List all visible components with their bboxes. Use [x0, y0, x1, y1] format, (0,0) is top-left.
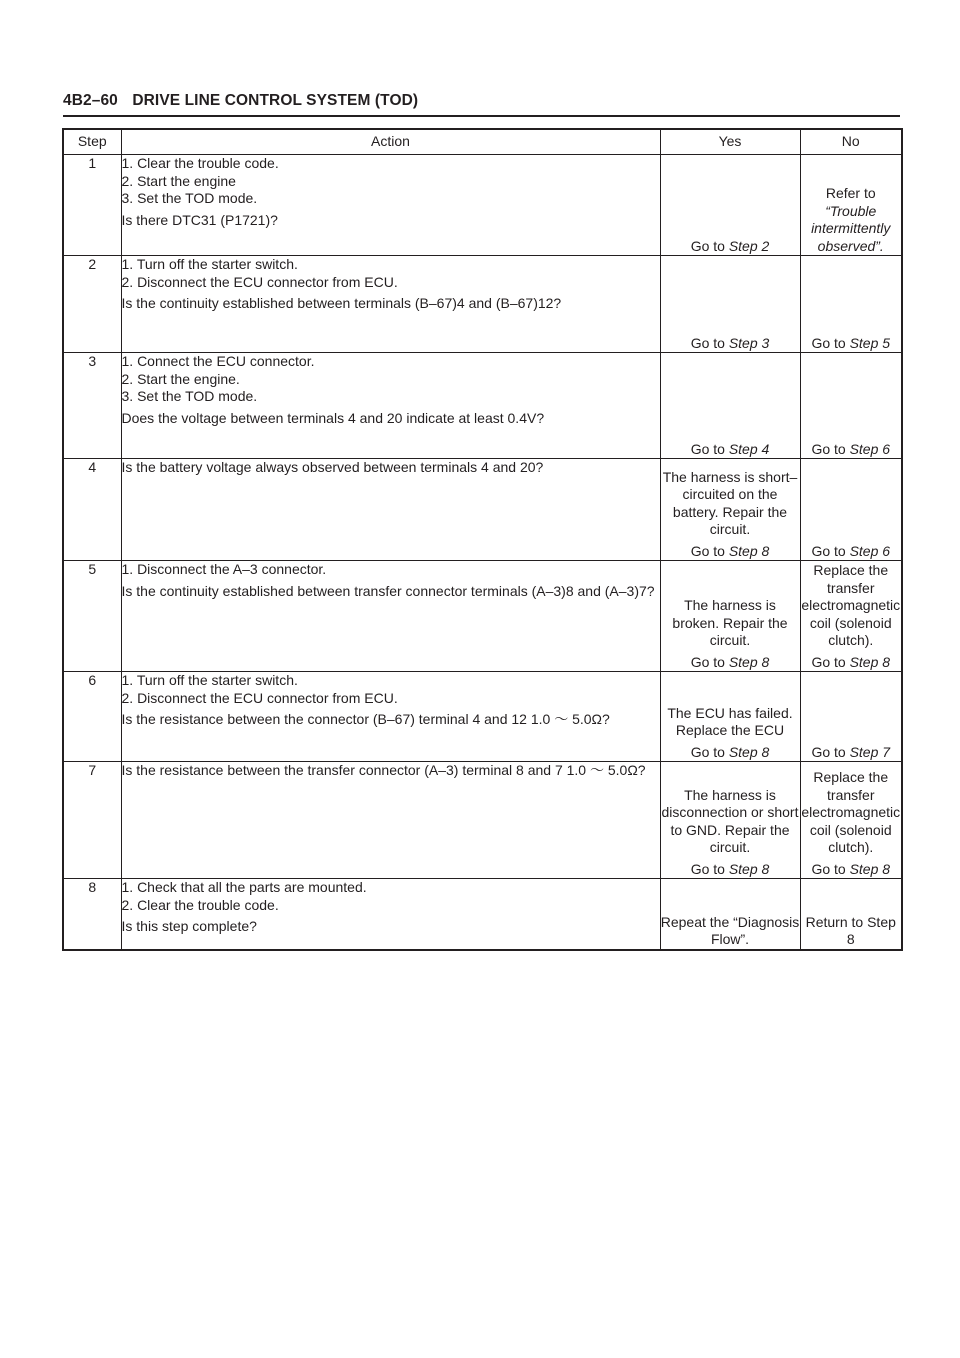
step-number: 8: [63, 879, 121, 950]
no-result-cell: [800, 353, 902, 459]
yes-result-cell: [660, 256, 800, 353]
table-row: [63, 459, 902, 561]
step-number: 7: [63, 762, 121, 879]
goto-step-link[interactable]: Step 8: [849, 860, 891, 877]
refer-label: Refer to: [825, 185, 876, 201]
action-steps: [122, 256, 660, 291]
no-result-text: [801, 185, 902, 255]
action-step-item: 2. Disconnect the ECU connector from ECU.: [121, 689, 398, 706]
action-step-item: 2. Start the engine: [121, 172, 236, 189]
column-header-action: Action: [121, 129, 660, 155]
column-header-yes: Yes: [660, 129, 800, 155]
action-cell: [121, 672, 660, 762]
goto-label: Go to: [811, 860, 846, 877]
yes-result-text: The harness is broken. Repair the circuit.: [672, 597, 788, 648]
table-row: [63, 155, 902, 256]
goto-label: Go to: [690, 440, 725, 457]
action-step-item: 1. Clear the trouble code.: [121, 155, 279, 171]
no-goto: [801, 744, 902, 762]
no-goto: [801, 543, 902, 561]
table-row: [63, 672, 902, 762]
yes-result-text: The ECU has failed. Replace the ECU: [667, 704, 793, 738]
table-row: [63, 256, 902, 353]
no-result-cell: [800, 256, 902, 353]
diagnosis-table: [62, 128, 903, 951]
goto-step-link[interactable]: Step 4: [728, 440, 770, 457]
action-step-item: 1. Turn off the starter switch.: [121, 256, 298, 272]
yes-result-cell: [660, 879, 800, 950]
no-result-cell: [800, 155, 902, 256]
action-step-item: 2. Start the engine.: [121, 370, 240, 387]
action-steps: [122, 353, 660, 406]
yes-goto: [661, 335, 800, 353]
step-number: 2: [63, 256, 121, 353]
action-question: Is the resistance between the connector (B–67) terminal 4 and 12 1.0 ～ 5.0Ω?: [121, 711, 610, 727]
step-number: 5: [63, 561, 121, 672]
action-cell: [121, 762, 660, 879]
yes-result-cell: [660, 353, 800, 459]
table-row: [63, 762, 902, 879]
yes-result-cell: [660, 672, 800, 762]
goto-step-link[interactable]: Step 6: [849, 542, 891, 559]
action-steps: [122, 561, 660, 579]
yes-result-cell: [660, 155, 800, 256]
goto-label: Go to: [690, 743, 725, 760]
no-goto: [801, 441, 902, 459]
action-question: Is the battery voltage always observed between terminals 4 and 20?: [121, 459, 544, 475]
yes-result-text: The harness is short–circuited on the battery. Repair the circuit.: [662, 468, 798, 537]
no-result-text: Replace the transfer electromagnetic coil (solenoid clutch).: [801, 769, 901, 855]
section-code: 4B2–60: [63, 92, 118, 109]
action-question: Is the continuity established between transfer connector terminals (A–3)8 and (A–3)7?: [121, 582, 655, 599]
action-question: Is the resistance between the transfer connector (A–3) terminal 8 and 7 1.0 ～ 5.0Ω?: [121, 762, 646, 778]
no-result-text: Replace the transfer electromagnetic coil (solenoid clutch).: [801, 562, 901, 648]
goto-step-link[interactable]: Step 5: [849, 334, 891, 351]
no-result-cell: [800, 879, 902, 950]
action-cell: [121, 879, 660, 950]
goto-label: Go to: [690, 334, 725, 351]
yes-result-cell: [660, 561, 800, 672]
yes-goto: [661, 654, 800, 672]
step-number: 3: [63, 353, 121, 459]
no-result-cell: [800, 762, 902, 879]
yes-goto: [661, 744, 800, 762]
step-number: 6: [63, 672, 121, 762]
goto-label: Go to: [811, 653, 846, 670]
no-result-cell: [800, 459, 902, 561]
table-row: [63, 879, 902, 950]
goto-label: Go to: [690, 542, 725, 559]
goto-step-link[interactable]: Step 7: [849, 743, 891, 760]
goto-step-link[interactable]: Step 3: [728, 334, 770, 351]
step-number: 1: [63, 155, 121, 256]
yes-goto: [661, 238, 800, 256]
yes-goto: [661, 543, 800, 561]
yes-result-cell: [660, 762, 800, 879]
goto-step-link[interactable]: Step 6: [849, 440, 891, 457]
refer-target-link[interactable]: “Trouble intermittently observed”.: [811, 202, 891, 254]
action-step-item: 3. Set the TOD mode.: [121, 190, 258, 206]
action-cell: [121, 561, 660, 672]
section-title: DRIVE LINE CONTROL SYSTEM (TOD): [132, 92, 419, 109]
goto-step-link[interactable]: Step 8: [728, 860, 770, 877]
step-number: 4: [63, 459, 121, 561]
action-step-item: 1. Turn off the starter switch.: [121, 672, 298, 688]
no-result-text: Return to Step 8: [805, 913, 896, 947]
page-header: [63, 92, 418, 110]
column-header-no: No: [800, 129, 902, 155]
action-cell: [121, 256, 660, 353]
goto-step-link[interactable]: Step 8: [728, 743, 770, 760]
action-question: Is there DTC31 (P1721)?: [121, 211, 278, 228]
goto-label: Go to: [690, 237, 725, 254]
goto-step-link[interactable]: Step 2: [728, 237, 770, 254]
action-steps: [122, 879, 660, 914]
yes-result-text: Repeat the “Diagnosis Flow”.: [660, 913, 800, 947]
action-question: Does the voltage between terminals 4 and 20 indicate at least 0.4V?: [121, 409, 545, 426]
goto-label: Go to: [811, 334, 846, 351]
no-goto: [801, 335, 902, 353]
action-cell: [121, 155, 660, 256]
action-question: Is this step complete?: [121, 918, 257, 934]
yes-goto: [661, 441, 800, 459]
action-steps: [122, 672, 660, 707]
table-row: [63, 353, 902, 459]
column-header-step: Step: [63, 129, 121, 155]
action-step-item: 3. Set the TOD mode.: [121, 388, 258, 404]
goto-label: Go to: [811, 542, 846, 559]
action-cell: [121, 353, 660, 459]
table-row: [63, 561, 902, 672]
action-cell: [121, 459, 660, 561]
goto-label: Go to: [811, 743, 846, 760]
header-rule: [63, 115, 900, 117]
goto-label: Go to: [811, 440, 846, 457]
yes-goto: [661, 861, 800, 879]
goto-step-link[interactable]: Step 8: [728, 653, 770, 670]
table-header-row: [63, 129, 902, 155]
action-step-item: 2. Clear the trouble code.: [121, 896, 279, 913]
no-goto: [801, 654, 902, 672]
yes-result-cell: [660, 459, 800, 561]
action-step-item: 2. Disconnect the ECU connector from ECU.: [121, 273, 398, 290]
action-step-item: 1. Disconnect the A–3 connector.: [121, 561, 327, 577]
no-goto: [801, 861, 902, 879]
goto-step-link[interactable]: Step 8: [728, 542, 770, 559]
yes-result-text: The harness is disconnection or short to GND. Repair the circuit.: [661, 786, 799, 855]
action-question: Is the continuity established between terminals (B–67)4 and (B–67)12?: [121, 295, 562, 311]
goto-label: Go to: [690, 860, 725, 877]
action-step-item: 1. Connect the ECU connector.: [121, 353, 315, 369]
goto-step-link[interactable]: Step 8: [849, 653, 891, 670]
no-result-cell: [800, 561, 902, 672]
no-result-cell: [800, 672, 902, 762]
goto-label: Go to: [690, 653, 725, 670]
action-steps: [122, 155, 660, 208]
action-step-item: 1. Check that all the parts are mounted.: [121, 879, 367, 895]
